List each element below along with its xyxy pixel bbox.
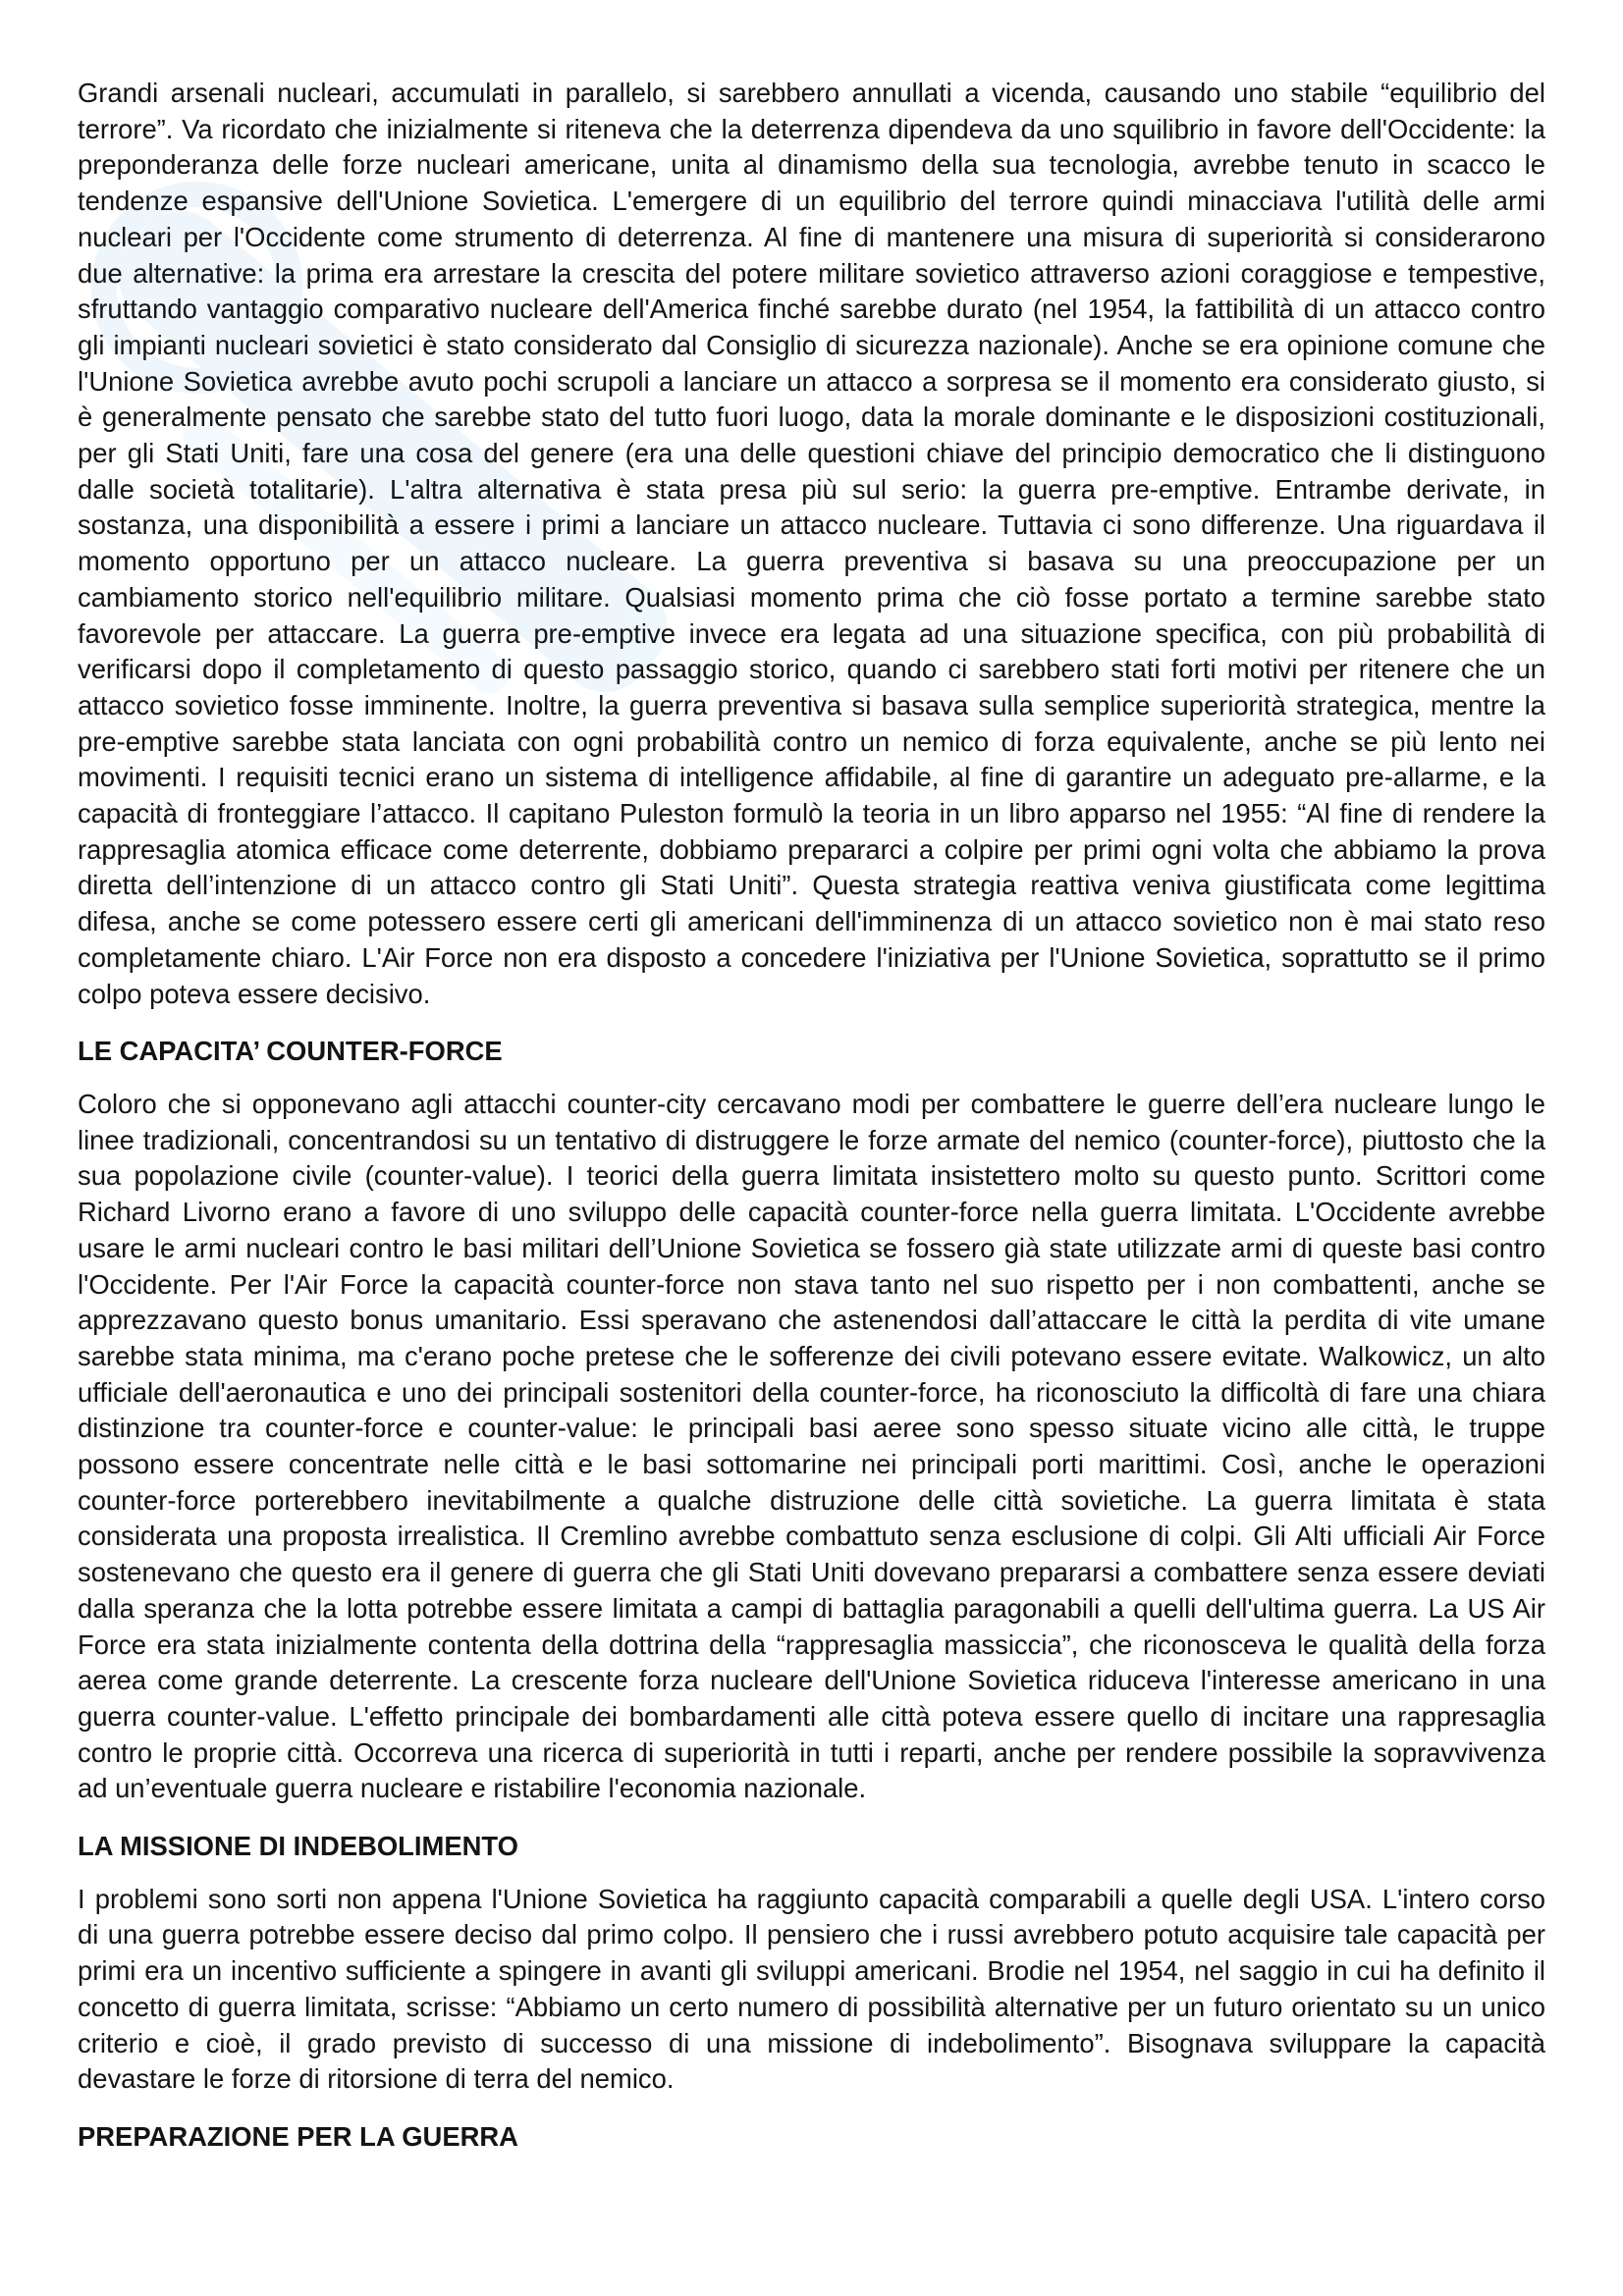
text-line: Force era stata inizialmente contenta della dottrina della “rappresaglia massiccia”, che riconosceva le qualità della forza <box>78 1629 1545 1660</box>
text-line: sostenevano che questo era il genere di guerra che gli Stati Uniti dovevano prepararsi a combattere senza essere deviati <box>78 1557 1545 1588</box>
text-line: Richard Livorno erano a favore di uno sviluppo delle capacità counter-force nella guerra limitata. L'Occidente avrebbe <box>78 1197 1545 1228</box>
text-line: sfruttando vantaggio comparativo nucleare dell'America finché sarebbe durato (nel 1954, la fattibilità di un attacco contro <box>78 294 1545 325</box>
text-line: sua popolazione civile (counter-value). I teorici della guerra limitata insistettero molto su questo punto. Scrittori come <box>78 1160 1545 1192</box>
text-line: ad un’eventuale guerra nucleare e ristabilire l'economia nazionale. <box>78 1773 867 1804</box>
text-line: guerra counter-value. L'effetto principale dei bombardamenti alle città poteva essere quello di incitare una rappresaglia <box>78 1700 1545 1732</box>
text-line: devastare le forze di ritorsione di terra del nemico. <box>78 2063 675 2095</box>
text-line: primi era un incentivo sufficiente a spingere in avanti gli sviluppi americani. Brodie nel 1954, nel saggio in cui ha definito il <box>78 1955 1545 1987</box>
text-line: per gli Stati Uniti, fare una cosa del genere (era una delle questioni chiave del principio democratico che li distinguono <box>78 438 1545 469</box>
paragraph-missione-di-indebolimento <box>78 1882 1545 2098</box>
text-line: aerea come grande deterrente. La crescente forza nucleare dell'Unione Sovietica riduceva l'interesse americano in una <box>78 1665 1545 1696</box>
text-line: nucleari per l'Occidente come strumento di deterrenza. Al fine di mantenere una misura di superiorità si considerarono <box>78 221 1545 252</box>
text-line: usare le armi nucleari contro le basi militari dell’Unione Sovietica se fossero già state utilizzate armi di queste basi contro <box>78 1232 1545 1263</box>
text-line: sarebbe stata minima, ma c'erano poche pretese che le sofferenze dei civili potevano essere evitate. Walkowicz, un alto <box>78 1340 1545 1371</box>
text-line: Coloro che si opponevano agli attacchi counter-city cercavano modi per combattere le guerre dell’era nucleare lungo le <box>78 1088 1545 1119</box>
text-line: colpo poteva essere decisivo. <box>78 978 431 1009</box>
text-line: dalle società totalitarie). L'altra alternativa è stata presa più sul serio: la guerra pre-emptive. Entrambe derivate, in <box>78 473 1545 505</box>
text-line: considerata una proposta irrealistica. Il Cremlino avrebbe combattuto senza esclusione di colpi. Gli Alti ufficiali Air Force <box>78 1521 1545 1552</box>
paragraph-equilibrio-del-terrore <box>78 76 1545 1012</box>
text-line: gli impianti nucleari sovietici è stato considerato dal Consiglio di sicurezza nazionale). Anche se era opinione comune che <box>78 329 1545 360</box>
text-line: completamente chiaro. L'Air Force non era disposto a concedere l'iniziativa per l'Unione Sovietica, soprattutto se il primo <box>78 941 1545 973</box>
text-line: contro le proprie città. Occorreva una ricerca di superiorità in tutti i reparti, anche per rendere possibile la sopravvivenza <box>78 1736 1545 1768</box>
text-line: dalla speranza che la lotta potrebbe essere limitata a campi di battaglia paragonabili a quelli dell'ultima guerra. La US Air <box>78 1592 1545 1624</box>
text-line: pre-emptive sarebbe stata lanciata con ogni probabilità contro un nemico di forza equivalente, anche se più lento nei <box>78 725 1545 757</box>
text-line: distinzione tra counter-force e counter-value: le principali basi aeree sono spesso situate vicino alle città, le truppe <box>78 1413 1545 1444</box>
text-line: terrore”. Va ricordato che inizialmente si riteneva che la deterrenza dipendeva da uno squilibrio in favore dell'Occidente: la <box>78 113 1545 144</box>
text-line: apprezzavano questo bonus umanitario. Essi speravano che astenendosi dall’attaccare le città la perdita di vite umane <box>78 1305 1545 1336</box>
heading-capacita-counter-force: LE CAPACITA’ COUNTER-FORCE <box>78 1036 503 1067</box>
text-line: diretta dell’intenzione di un attacco contro gli Stati Uniti”. Questa strategia reattiva veniva giustificata come legittima <box>78 870 1545 901</box>
text-line: concetto di guerra limitata, scrisse: “Abbiamo un certo numero di possibilità alternative per un futuro orientato su un unico <box>78 1991 1545 2022</box>
text-line: preponderanza delle forze nucleari americane, unita al dinamismo della sua tecnologia, avrebbe tenuto in scacco le <box>78 149 1545 181</box>
text-line: criterio e cioè, il grado previsto di successo di una missione di indebolimento”. Bisognava sviluppare la capacità <box>78 2027 1545 2058</box>
heading-missione-di-indebolimento: LA MISSIONE DI INDEBOLIMENTO <box>78 1831 518 1862</box>
text-line: l'Unione Sovietica avrebbe avuto pochi scrupoli a lanciare un attacco a sorpresa se il momento era considerato giusto, si <box>78 365 1545 397</box>
text-line: verificarsi dopo il completamento di questo passaggio storico, quando ci sarebbero stati forti motivi per ritenere che un <box>78 654 1545 685</box>
paragraph-counter-force <box>78 1087 1545 1807</box>
text-line: possono essere concentrate nelle città e le basi sottomarine nei principali porti marittimi. Così, anche le operazioni <box>78 1449 1545 1480</box>
text-line: due alternative: la prima era arrestare la crescita del potere militare sovietico attraverso azioni coraggiose e tempestive, <box>78 257 1545 289</box>
text-line: attacco sovietico fosse imminente. Inoltre, la guerra preventiva si basava sulla semplice superiorità strategica, mentre la <box>78 689 1545 721</box>
text-line: I problemi sono sorti non appena l'Unione Sovietica ha raggiunto capacità comparabili a quelle degli USA. L'intero corso <box>78 1883 1545 1914</box>
text-line: ufficiale dell'aeronautica e uno dei principali sostenitori della counter-force, ha riconosciuto la difficoltà di fare una chiara <box>78 1376 1545 1408</box>
heading-preparazione-per-la-guerra: PREPARAZIONE PER LA GUERRA <box>78 2120 518 2152</box>
text-line: movimenti. I requisiti tecnici erano un sistema di intelligence affidabile, al fine di garantire un adeguato pre-allarme, e la <box>78 762 1545 793</box>
text-line: rappresaglia atomica efficace come deterrente, dobbiamo prepararci a colpire per primi ogni volta che abbiamo la prova <box>78 833 1545 865</box>
text-line: di una guerra potrebbe essere deciso dal primo colpo. Il pensiero che i russi avrebbero potuto acquisire tale capacità per <box>78 1919 1545 1950</box>
text-line: linee tradizionali, concentrandosi su un tentativo di distruggere le forze armate del nemico (counter-force), piuttosto che la <box>78 1124 1545 1155</box>
text-line: momento opportuno per un attacco nucleare. La guerra preventiva si basava su una preoccupazione per un <box>78 546 1545 577</box>
text-line: l'Occidente. Per l'Air Force la capacità counter-force non stava tanto nel suo rispetto per i non combattenti, anche se <box>78 1268 1545 1300</box>
text-line: difesa, anche se come potessero essere certi gli americani dell'imminenza di un attacco sovietico non è mai stato reso <box>78 906 1545 937</box>
text-line: capacità di fronteggiare l’attacco. Il capitano Puleston formulò la teoria in un libro apparso nel 1955: “Al fine di rendere la <box>78 798 1545 829</box>
text-line: sostanza, una disponibilità a essere i primi a lanciare un attacco nucleare. Tuttavia ci sono differenze. Una riguardava il <box>78 509 1545 541</box>
text-line: cambiamento storico nell'equilibrio militare. Qualsiasi momento prima che ciò fosse portato a termine sarebbe stato <box>78 581 1545 613</box>
text-line: Grandi arsenali nucleari, accumulati in parallelo, si sarebbero annullati a vicenda, causando uno stabile “equilibrio del <box>78 78 1545 108</box>
document-body <box>78 76 1545 2172</box>
text-line: è generalmente pensato che sarebbe stato del tutto fuori luogo, data la morale dominante e le disposizioni costituzionali, <box>78 401 1545 433</box>
text-line: tendenze espansive dell'Unione Sovietica. L'emergere di un equilibrio del terrore quindi minacciava l'utilità delle armi <box>78 186 1545 217</box>
text-line: counter-force porterebbero inevitabilmente a qualche distruzione delle città sovietiche. La guerra limitata è stata <box>78 1484 1545 1516</box>
text-line: favorevole per attaccare. La guerra pre-emptive invece era legata ad una situazione specifica, con più probabilità di <box>78 617 1545 649</box>
